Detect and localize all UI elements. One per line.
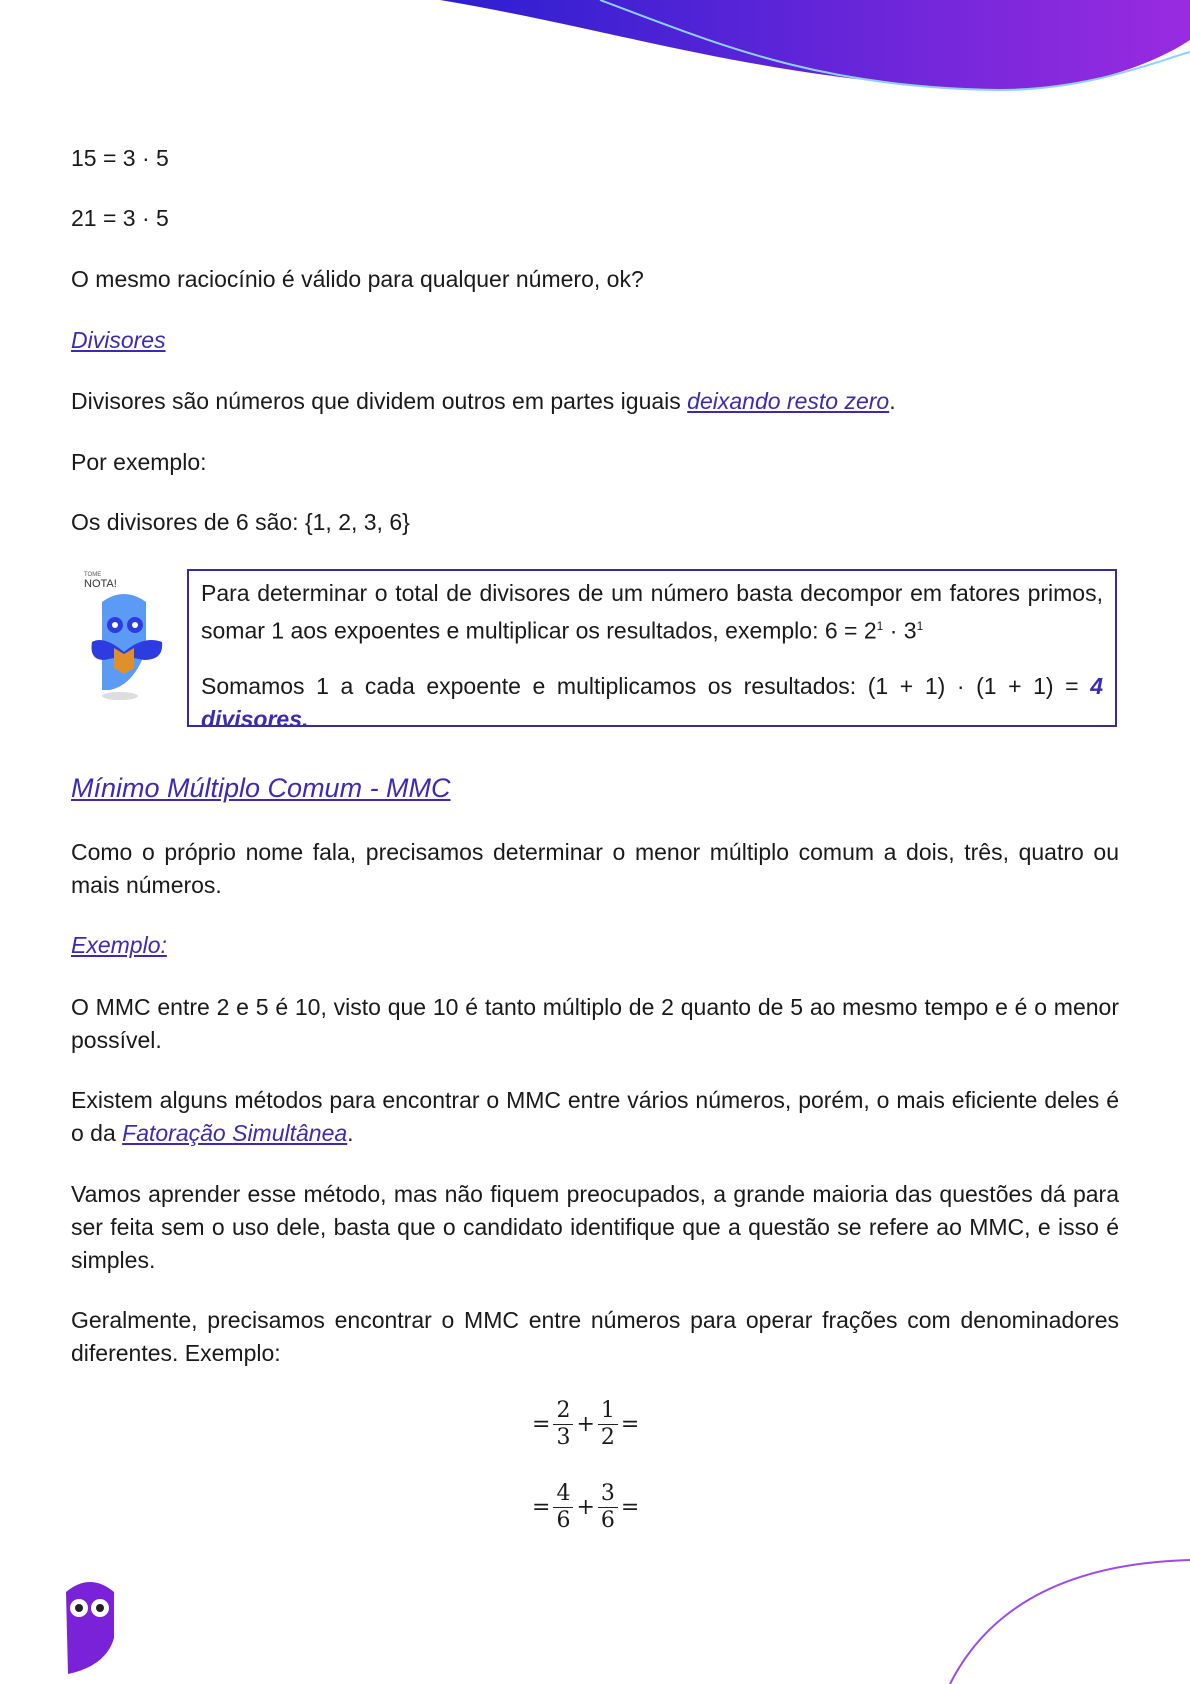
- paragraph: Os divisores de 6 são: {1, 2, 3, 6}: [71, 509, 410, 535]
- footer-curve-decoration: [940, 1555, 1190, 1684]
- paragraph: Como o próprio nome fala, precisamos determinar o menor múltiplo comum a dois, três, quatro ou mais números.: [71, 839, 1119, 898]
- badge-small: TOME: [84, 572, 102, 578]
- example-heading: [71, 929, 1119, 962]
- equation-line: 15 = 3 · 5: [71, 145, 169, 171]
- fraction-equation-1: = $\frac{2}{3}$ + $\frac{1}{2}$ =: [532, 1398, 640, 1450]
- paragraph: [71, 385, 1119, 418]
- owl-note-icon: [84, 572, 168, 712]
- resto-zero-link[interactable]: deixando resto zero: [687, 388, 890, 414]
- section-heading-mmc: [71, 772, 1119, 805]
- exemplo-link[interactable]: Exemplo:: [71, 932, 167, 958]
- text: .: [889, 388, 896, 414]
- paragraph: Por exemplo:: [71, 449, 207, 475]
- header-wave-decoration: [0, 0, 1190, 100]
- paragraph: Vamos aprender esse método, mas não fiquem preocupados, a grande maioria das questões dá para ser feita sem o uso dele, basta que o candidato identifique que a questão se refere ao MMC, e isso é simples.: [71, 1181, 1119, 1273]
- text: Divisores são números que dividem outros em partes iguais: [71, 388, 688, 414]
- equation-line: 21 = 3 · 5: [71, 205, 169, 231]
- paragraph: O mesmo raciocínio é válido para qualquer número, ok?: [71, 266, 644, 292]
- paragraph: Existem alguns métodos para encontrar o MMC entre vários números, porém, o mais eficiente deles é o da Fatoração Simultânea.: [71, 1087, 1119, 1146]
- paragraph: O MMC entre 2 e 5 é 10, visto que 10 é tanto múltiplo de 2 quanto de 5 ao mesmo tempo e é o menor possível.: [71, 994, 1119, 1053]
- section-heading-divisores: [71, 324, 1119, 357]
- owl-logo-icon: [62, 1578, 118, 1674]
- paragraph: Geralmente, precisamos encontrar o MMC entre números para operar frações com denominadores diferentes. Exemplo:: [71, 1307, 1119, 1366]
- tip-text: Para determinar o total de divisores de um número basta decompor em fatores primos, somar 1 aos expoentes e multiplicar os resultados, exemplo: $6 = 2^1 \cdot 3^1$: [201, 580, 1103, 644]
- fatoracao-link[interactable]: Fatoração Simultânea: [122, 1120, 348, 1146]
- divisores-link[interactable]: Divisores: [71, 327, 166, 353]
- fraction-equation-2: = $\frac{4}{6}$ + $\frac{3}{6}$ =: [532, 1481, 640, 1533]
- tip-text: Somamos 1 a cada expoente e multiplicamos os resultados: (1 + 1) · (1 + 1) = 4 divisores.: [201, 672, 1103, 732]
- badge-label: NOTA!: [84, 578, 117, 590]
- mmc-link[interactable]: Mínimo Múltiplo Comum - MMC: [71, 773, 451, 803]
- tip-box: [187, 569, 1117, 732]
